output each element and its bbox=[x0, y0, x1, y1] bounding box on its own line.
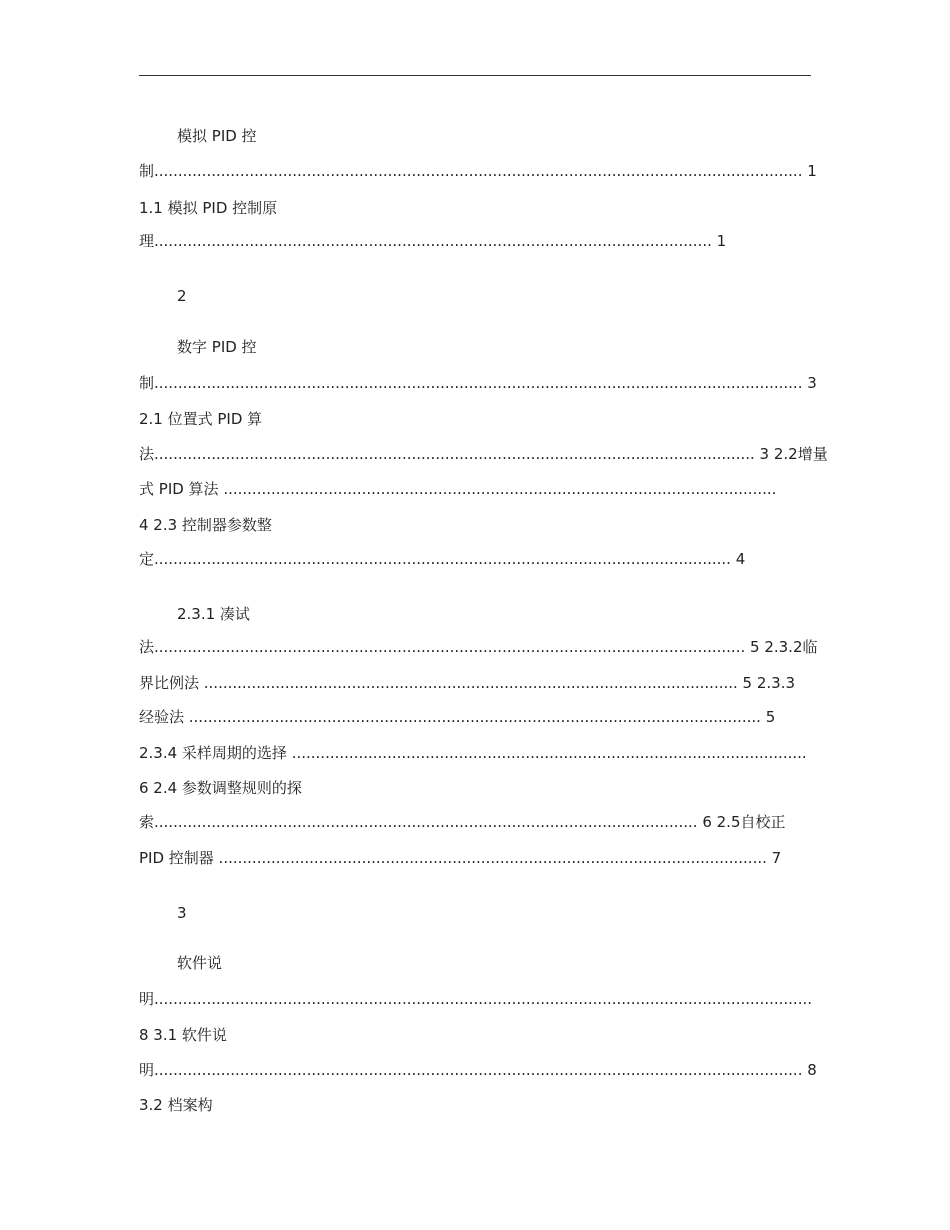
toc-line-2-3-4-leader[interactable]: 2.3.4 采样周期的选择 ............................................................................................................ bbox=[139, 744, 807, 762]
toc-line-3-1-leader[interactable]: 明........................................................................................................................................ 8 bbox=[139, 1061, 817, 1079]
toc-line-2-3-2-leader[interactable]: 界比例法 ................................................................................................................ 5 2.3.3 bbox=[139, 674, 796, 692]
toc-line-2-3-3-leader[interactable]: 经验法 ........................................................................................................................ 5 bbox=[139, 708, 776, 726]
toc-line-2-3: 4 2.3 控制器参数整 bbox=[139, 516, 272, 534]
toc-line-2-2-leader[interactable]: 式 PID 算法 .................................................................................................................... bbox=[139, 480, 777, 498]
toc-line-2-leader[interactable]: 制........................................................................................................................................ 3 bbox=[139, 374, 817, 392]
toc-line-chapter-3-number: 3 bbox=[177, 904, 187, 922]
toc-line-1-leader[interactable]: 制........................................................................................................................................ 1 bbox=[139, 162, 817, 180]
toc-line-chapter-2-number: 2 bbox=[177, 287, 187, 305]
toc-line-2-4: 6 2.4 参数调整规则的探 bbox=[139, 779, 302, 797]
toc-line-heading-3: 软件说 bbox=[177, 954, 223, 972]
toc-line-3-1: 8 3.1 软件说 bbox=[139, 1026, 227, 1044]
toc-line-2-1-leader[interactable]: 法.............................................................................................................................. 3 2.2增量 bbox=[139, 445, 828, 463]
toc-line-heading-2: 数字 PID 控 bbox=[177, 338, 257, 356]
toc-line-1-1-leader[interactable]: 理..................................................................................................................... 1 bbox=[139, 232, 727, 250]
toc-line-heading-1: 模拟 PID 控 bbox=[177, 127, 257, 145]
toc-line-2-5-leader[interactable]: PID 控制器 ................................................................................................................... 7 bbox=[139, 849, 782, 867]
toc-line-2-3-1-leader[interactable]: 法............................................................................................................................ 5 2.3.2临 bbox=[139, 638, 818, 656]
toc-line-2-3-1: 2.3.1 凑试 bbox=[177, 605, 250, 623]
toc-line-1-1: 1.1 模拟 PID 控制原 bbox=[139, 199, 278, 217]
header-rule bbox=[139, 75, 811, 76]
toc-line-3-2: 3.2 档案构 bbox=[139, 1096, 213, 1114]
toc-line-2-1: 2.1 位置式 PID 算 bbox=[139, 410, 263, 428]
toc-line-2-3-leader[interactable]: 定......................................................................................................................... 4 bbox=[139, 550, 746, 568]
toc-line-3-leader[interactable]: 明.......................................................................................................................................... bbox=[139, 990, 812, 1008]
toc-line-2-4-leader[interactable]: 索.................................................................................................................. 6 2.5自校正 bbox=[139, 813, 786, 831]
